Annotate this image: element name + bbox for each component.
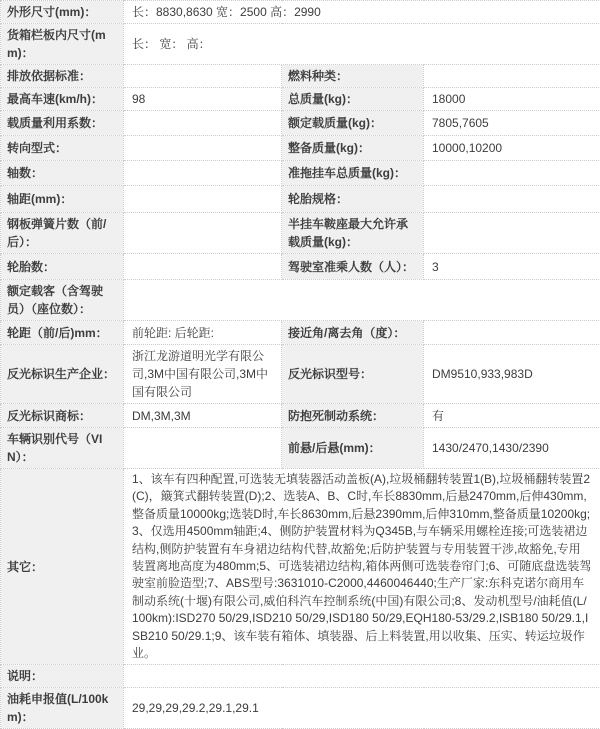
value-axle-count <box>124 161 282 186</box>
label-track-width: 轮距（前/后)mm： <box>1 321 124 345</box>
label-cargo-box-inner-dimensions: 货箱栏板内尺寸(mm)： <box>1 24 124 65</box>
value-other-notes: 1、该车有四种配置,可选装无填装器活动盖板(A),垃圾桶翻转装置1(B),垃圾桶翻转装置2(C)，簸箕式翻转装置(D);2、选装A、B、C时,车长8830mm,后悬2470mm,后伸430mm,整备质量10000kg;选装D时,车长8630mm,后悬2390mm,后伸310mm,整备质量10200kg;3、仅选用4500mm轴距;4、侧防护装置材料为Q345B,与车辆采用螺栓连接;可选装裙边结构,侧防护装置有车身裙边结构代替,故豁免;后防护装置与专用装置干涉,故豁免,专用装置离地高度为480mm;5、可选装裙边结构,箱体两侧可选装卷帘门;6、可随底盘选装驾驶室前脸造型;7、ABS型号:3631010-C2000,4460046440;生产厂家:东科克诺尔商用车制动系统(十堰)有限公司,威伯科汽车控制系统(中国)有限公司;8、发动机型号/油耗值(L/100km):ISD270 50/29,ISD210 50/29,ISD180 50/29,EQH180-53/29.2,ISB180 50/29.1,ISB210 50/29.1;9、该车装有箱体、填装器、后上料装置,用以收集、压实、转运垃圾作业。 <box>124 469 600 665</box>
table-row <box>1 280 600 321</box>
label-exterior-dimensions: 外形尺寸(mm)： <box>1 1 124 24</box>
value-curb-mass: 10000,10200 <box>424 136 600 161</box>
label-mass-utilization-coefficient: 载质量利用系数： <box>1 111 124 136</box>
value-approach-departure-angle <box>424 321 600 345</box>
table-row <box>1 88 600 111</box>
label-cab-seating: 驾驶室准乘人数（人）： <box>282 254 424 280</box>
label-abs-system: 防抱死制动系统： <box>282 404 424 428</box>
value-abs-system: 有 <box>424 404 600 428</box>
value-cab-seating: 3 <box>424 254 600 280</box>
label-remarks: 说明： <box>1 665 124 688</box>
value-reflective-marking-model: DM9510,933,983D <box>424 345 600 404</box>
value-cargo-box-inner-dimensions: 长： 宽： 高： <box>124 24 600 65</box>
table-row <box>1 186 600 213</box>
value-vin <box>124 428 282 469</box>
label-towable-trailer-mass: 准拖挂车总质量(kg)： <box>282 161 424 186</box>
value-tire-spec <box>424 186 600 213</box>
value-reflective-marking-brand: DM,3M,3M <box>124 404 282 428</box>
value-emission-standard <box>124 65 282 88</box>
table-row <box>1 321 600 345</box>
value-total-mass: 18000 <box>424 88 600 111</box>
label-total-mass: 总质量(kg)： <box>282 88 424 111</box>
table-row <box>1 161 600 186</box>
table-row <box>1 1 600 24</box>
label-vin: 车辆识别代号（VIN）： <box>1 428 124 469</box>
value-reflective-marking-manufacturer: 浙江龙游道明光学有限公司,3M中国有限公司,3M中国有限公司 <box>124 345 282 404</box>
value-declared-fuel-consumption: 29,29,29,29.2,29.1,29.1 <box>124 688 600 729</box>
value-track-width: 前轮距: 后轮距: <box>124 321 282 345</box>
table-row <box>1 428 600 469</box>
value-fuel-type <box>424 65 600 88</box>
table-row <box>1 688 600 729</box>
value-exterior-dimensions: 长：8830,8630 宽：2500 高：2990 <box>124 1 600 24</box>
label-approach-departure-angle: 接近角/离去角（度）： <box>282 321 424 345</box>
label-steering-type: 转向型式： <box>1 136 124 161</box>
label-rated-passengers: 额定载客（含驾驶员）（座位数）： <box>1 280 124 321</box>
value-remarks <box>124 665 600 688</box>
value-rated-passengers <box>124 280 600 321</box>
label-front-rear-overhang: 前悬/后悬(mm)： <box>282 428 424 469</box>
label-tire-spec: 轮胎规格： <box>282 186 424 213</box>
value-wheelbase <box>124 186 282 213</box>
label-curb-mass: 整备质量(kg)： <box>282 136 424 161</box>
value-towable-trailer-mass <box>424 161 600 186</box>
label-axle-count: 轴数： <box>1 161 124 186</box>
value-mass-utilization-coefficient <box>124 111 282 136</box>
label-fifth-wheel-load: 半挂车鞍座最大允许承载质量(kg)： <box>282 213 424 254</box>
table-row <box>1 65 600 88</box>
label-rated-load-mass: 额定载质量(kg)： <box>282 111 424 136</box>
value-leaf-spring-count <box>124 213 282 254</box>
table-row <box>1 111 600 136</box>
label-leaf-spring-count: 钢板弹簧片数（前/后）： <box>1 213 124 254</box>
value-fifth-wheel-load <box>424 213 600 254</box>
label-declared-fuel-consumption: 油耗申报值(L/100km)： <box>1 688 124 729</box>
table-row <box>1 213 600 254</box>
table-row <box>1 665 600 688</box>
value-front-rear-overhang: 1430/2470,1430/2390 <box>424 428 600 469</box>
table-row <box>1 254 600 280</box>
value-rated-load-mass: 7805,7605 <box>424 111 600 136</box>
label-reflective-marking-manufacturer: 反光标识生产企业： <box>1 345 124 404</box>
label-wheelbase: 轴距(mm)： <box>1 186 124 213</box>
label-max-speed: 最高车速(km/h)： <box>1 88 124 111</box>
label-reflective-marking-brand: 反光标识商标： <box>1 404 124 428</box>
table-row <box>1 469 600 665</box>
table-row <box>1 136 600 161</box>
table-row <box>1 345 600 404</box>
label-tire-count: 轮胎数： <box>1 254 124 280</box>
value-steering-type <box>124 136 282 161</box>
label-other-notes: 其它： <box>1 469 124 665</box>
value-tire-count <box>124 254 282 280</box>
label-emission-standard: 排放依据标准： <box>1 65 124 88</box>
label-reflective-marking-model: 反光标识型号： <box>282 345 424 404</box>
table-row <box>1 404 600 428</box>
table-row <box>1 24 600 65</box>
value-max-speed: 98 <box>124 88 282 111</box>
label-fuel-type: 燃料种类： <box>282 65 424 88</box>
